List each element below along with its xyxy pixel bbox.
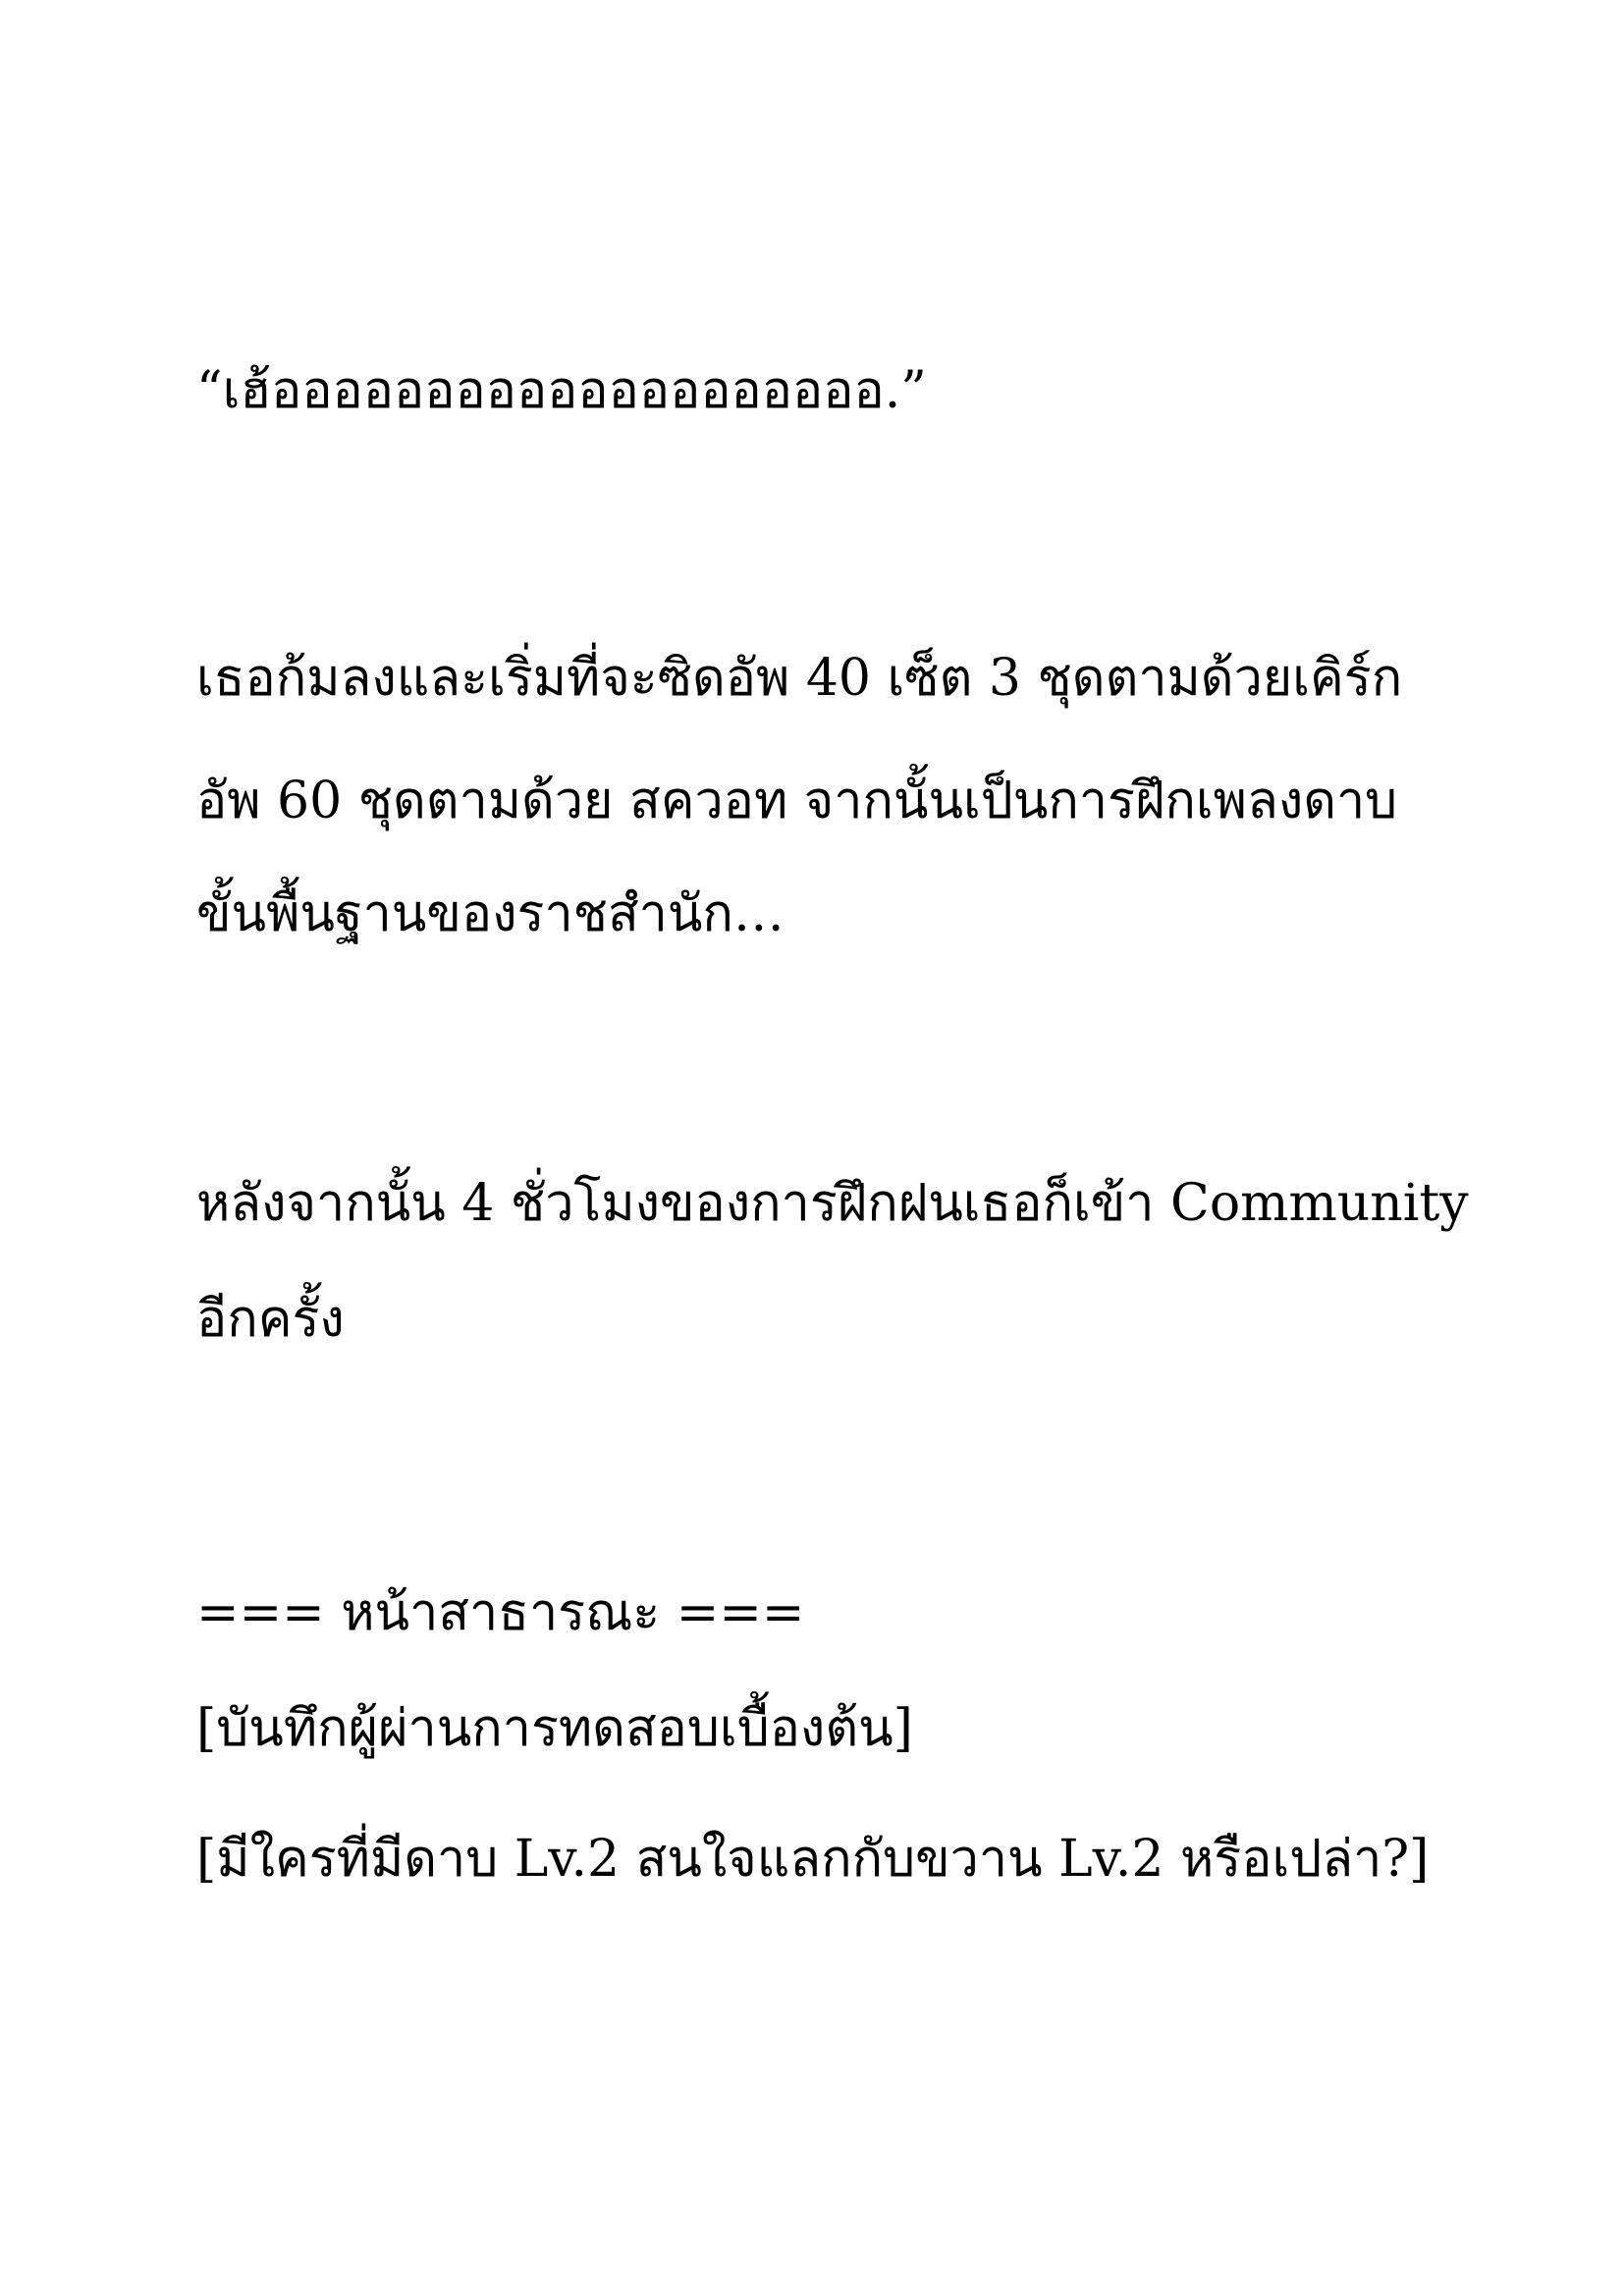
bracketed-message: [บันทึกผู้ผ่านการทดสอบเบื้องต้น] [196, 1699, 913, 1758]
dialogue-line: “เฮ้ออออออออออออออออออออ.” [196, 361, 927, 420]
paragraph-line: อัพ 60 ชุดตามด้วย สควอท จากนั้นเป็นการฝึกเพลงดาบ [196, 772, 1398, 830]
paragraph-line: เธอก้มลงและเริ่มที่จะซิดอัพ 40 เซ็ต 3 ชุดตามด้วยเคิร์ก [196, 649, 1403, 708]
bracketed-message: [มีใครที่มีดาบ Lv.2 สนใจแลกกับขวาน Lv.2 หรือเปล่า?] [196, 1830, 1430, 1889]
paragraph-line: อีกครั้ง [196, 1290, 345, 1349]
section-heading: === หน้าสาธารณะ === [196, 1583, 805, 1642]
paragraph-line: หลังจากนั้น 4 ชั่วโมงของการฝึกฝนเธอก็เข้า Community [196, 1174, 1469, 1233]
paragraph-line: ขั้นพื้นฐานของราชสำนัก… [196, 884, 785, 943]
